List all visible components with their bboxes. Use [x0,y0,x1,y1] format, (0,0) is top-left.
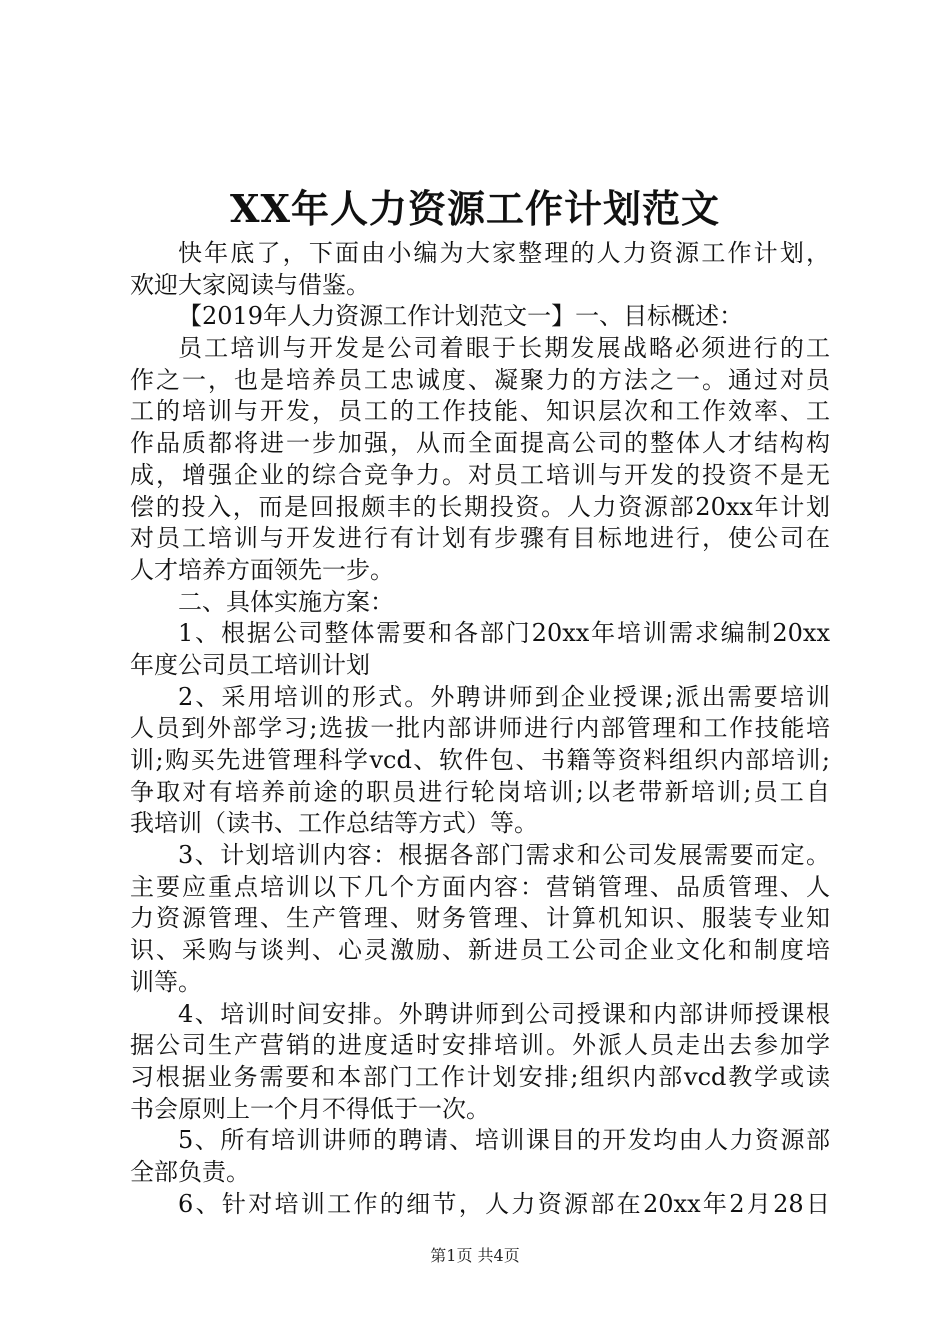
body-line: 书会原则上一个月不得低于一次。 [130,1094,490,1123]
body-line: 训;购买先进管理科学vcd、软件包、书籍等资料组织内部培训; [130,746,830,774]
body-line: 对员工培训与开发进行有计划有步骤有目标地进行，使公司在 [130,524,830,553]
body-line: 员工培训与开发是公司着眼于长期发展战略必须进行的工 [178,334,830,363]
body-line: 2、采用培训的形式。外聘讲师到企业授课;派出需要培训 [178,682,830,711]
body-line: 我培训（读书、工作总结等方式）等。 [130,809,538,838]
body-line: 年度公司员工培训计划 [130,650,370,679]
body-line: 习根据业务需要和本部门工作计划安排;组织内部vcd教学或读 [130,1062,830,1091]
body-line: 识、采购与谈判、心灵激励、新进员工公司企业文化和制度培 [130,936,830,965]
body-line: 偿的投入，而是回报颇丰的长期投资。人力资源部20xx年计划 [130,492,830,521]
body-line: 1、根据公司整体需要和各部门20xx年培训需求编制20xx [178,619,830,648]
body-line: 4、培训时间安排。外聘讲师到公司授课和内部讲师授课根 [178,999,830,1028]
body-line: 作之一，也是培养员工忠诚度、凝聚力的方法之一。通过对员 [130,365,830,394]
body-line: 力资源管理、生产管理、财务管理、计算机知识、服装专业知 [130,904,830,933]
body-line: 6、针对培训工作的细节，人力资源部在20xx年2月28日 [178,1189,830,1218]
body-line: 快年底了，下面由小编为大家整理的人力资源工作计划， [178,239,830,267]
page-indicator: 第1页 共4页 [430,1246,520,1265]
body-line: 据公司生产营销的进度适时安排培训。外派人员走出去参加学 [130,1031,830,1060]
body-line: 5、所有培训讲师的聘请、培训课目的开发均由人力资源部 [178,1126,830,1155]
body-line: 人员到外部学习;选拔一批内部讲师进行内部管理和工作技能培 [130,714,830,743]
document-body [130,238,830,1220]
body-line: 3、计划培训内容：根据各部门需求和公司发展需要而定。 [178,841,830,870]
body-line: 争取对有培养前途的职员进行轮岗培训;以老带新培训;员工自 [130,777,830,806]
body-line: 【2019年人力资源工作计划范文一】一、目标概述： [178,302,744,331]
body-line: 训等。 [130,967,202,996]
body-line: 作品质都将进一步加强，从而全面提高公司的整体人才结构构 [130,429,830,458]
body-line: 工的培训与开发，员工的工作技能、知识层次和工作效率、工 [130,397,830,426]
body-line: 全部负责。 [130,1157,250,1186]
body-line: 主要应重点培训以下几个方面内容：营销管理、品质管理、人 [130,872,830,901]
document-title: XX年人力资源工作计划范文 [230,186,720,231]
body-line: 成，增强企业的综合竞争力。对员工培训与开发的投资不是无 [130,460,830,489]
body-line: 欢迎大家阅读与借鉴。 [130,270,370,299]
body-line: 人才培养方面领先一步。 [130,555,394,584]
body-line: 二、具体实施方案： [178,587,394,616]
